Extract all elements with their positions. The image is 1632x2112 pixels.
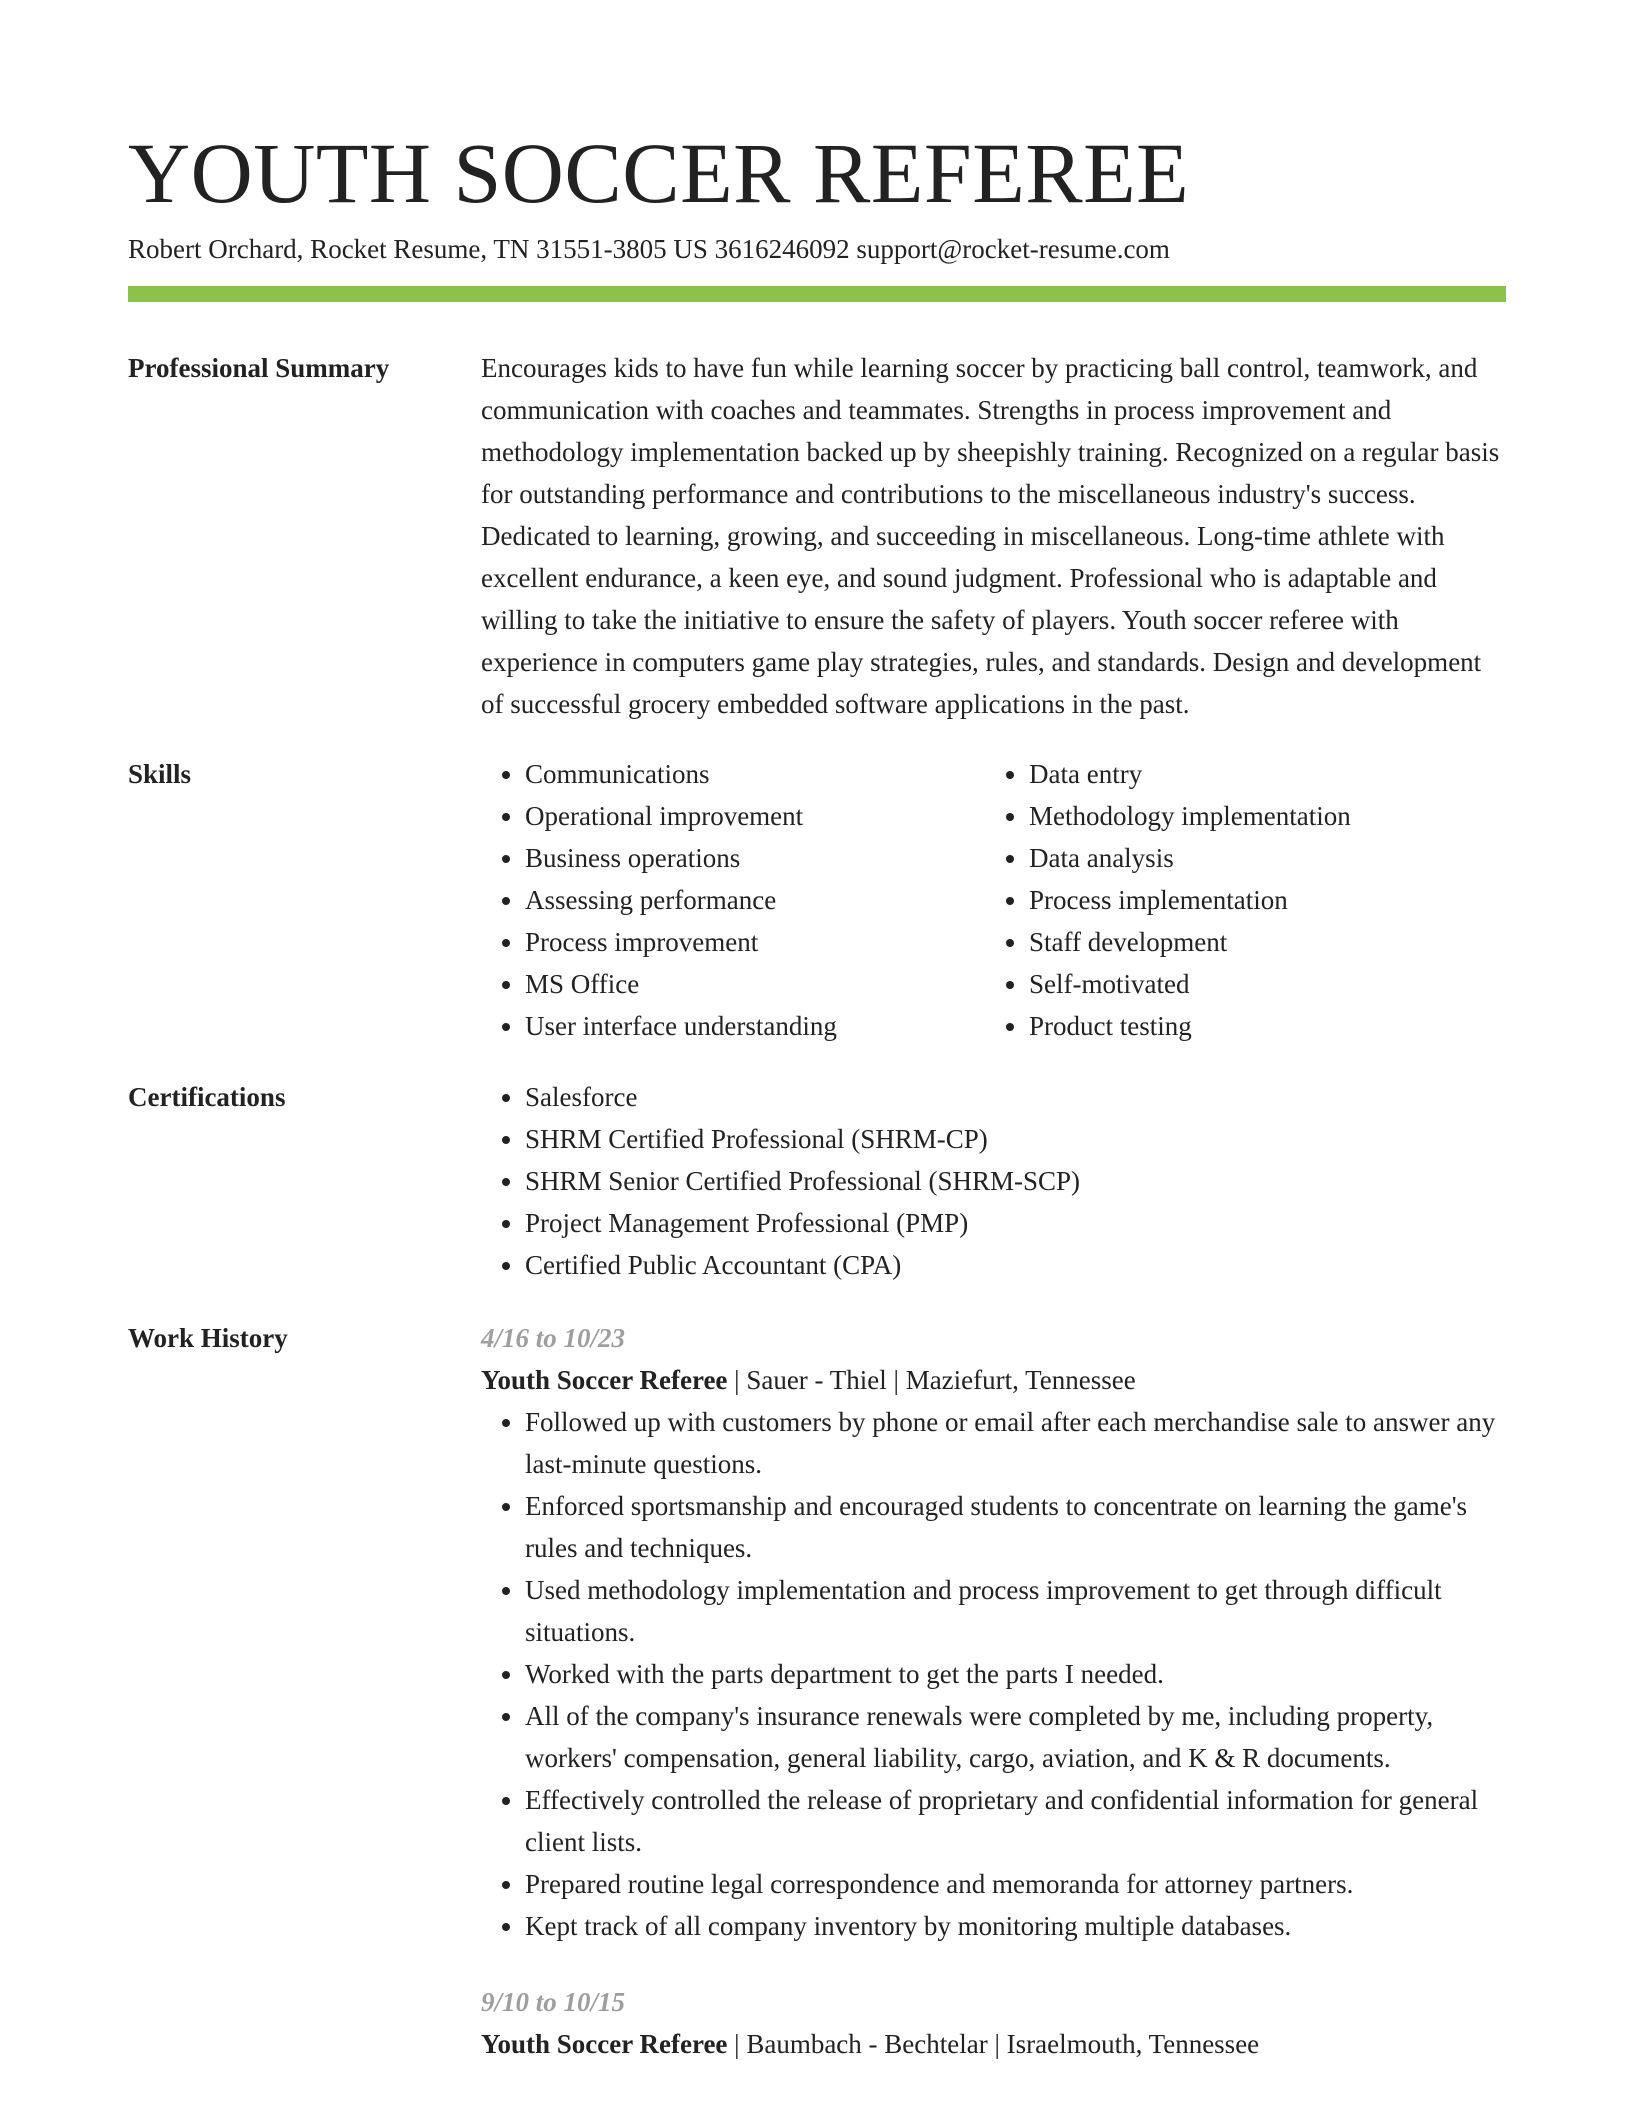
job-dates: 9/10 to 10/15 (481, 1987, 626, 2017)
skills-column-right (985, 753, 1489, 1047)
job-duty-item: • Followed up with customers by phone or email after each merchandise sale to answer any last-minute questions. (525, 1401, 1506, 1485)
certification-item: • Certified Public Accountant (CPA) (525, 1244, 1506, 1286)
certifications-list (481, 1076, 1506, 1286)
skill-item: • Data entry (1029, 753, 1489, 795)
certifications-body (481, 1076, 1506, 1286)
skill-item: • Self-motivated (1029, 963, 1489, 1005)
job-entry (481, 1981, 1506, 2065)
job-heading (481, 2023, 1506, 2065)
certification-item: • SHRM Senior Certified Professional (SHRM-SCP) (525, 1160, 1506, 1202)
job-details: | Sauer - Thiel | Maziefurt, Tennessee (727, 1365, 1136, 1395)
job-heading (481, 1359, 1506, 1401)
job-duty-item: • All of the company's insurance renewals were completed by me, including property, workers' compensation, general liability, cargo, aviation, and K & R documents. (525, 1695, 1506, 1779)
skills-grid (481, 753, 1506, 1047)
job-details: | Baumbach - Bechtelar | Israelmouth, Tennessee (727, 2029, 1260, 2059)
summary-label: Professional Summary (128, 353, 390, 383)
skill-item: • Staff development (1029, 921, 1489, 963)
skills-label: Skills (128, 759, 192, 789)
summary-body (481, 347, 1506, 725)
job-duty-item: • Worked with the parts department to get the parts I needed. (525, 1653, 1506, 1695)
work-history-body (481, 1317, 1506, 2065)
skill-item: • Product testing (1029, 1005, 1489, 1047)
skill-item: • Methodology implementation (1029, 795, 1489, 837)
skill-item: • Process implementation (1029, 879, 1489, 921)
resume-title: YOUTH SOCCER REFEREE (128, 125, 1190, 221)
skill-item: • User interface understanding (525, 1005, 985, 1047)
certification-item: • SHRM Certified Professional (SHRM-CP) (525, 1118, 1506, 1160)
skill-item: • Assessing performance (525, 879, 985, 921)
skills-body (481, 753, 1506, 1047)
job-duty-item: • Kept track of all company inventory by monitoring multiple databases. (525, 1905, 1506, 1947)
skills-column-left (481, 753, 985, 1047)
job-duty-item: • Prepared routine legal correspondence and memoranda for attorney partners. (525, 1863, 1506, 1905)
contact-line: Robert Orchard, Rocket Resume, TN 31551-3805 US 3616246092 support@rocket-resume.com (128, 234, 1170, 264)
skill-item: • Business operations (525, 837, 985, 879)
job-duty-item: • Used methodology implementation and process improvement to get through difficult situations. (525, 1569, 1506, 1653)
work-history-label: Work History (128, 1323, 288, 1353)
job-duty-item: • Effectively controlled the release of proprietary and confidential information for general client lists. (525, 1779, 1506, 1863)
skills-list-right (985, 753, 1489, 1047)
skill-item: • Data analysis (1029, 837, 1489, 879)
job-dates: 4/16 to 10/23 (481, 1323, 626, 1353)
skills-list-left (481, 753, 985, 1047)
job-duties-list (481, 1401, 1506, 1947)
certification-item: • Project Management Professional (PMP) (525, 1202, 1506, 1244)
skill-item: • Communications (525, 753, 985, 795)
skill-item: • MS Office (525, 963, 985, 1005)
certifications-label: Certifications (128, 1082, 286, 1112)
job-duty-item: • Enforced sportsmanship and encouraged students to concentrate on learning the game's rules and techniques. (525, 1485, 1506, 1569)
skill-item: • Operational improvement (525, 795, 985, 837)
certification-item: • Salesforce (525, 1076, 1506, 1118)
job-title: Youth Soccer Referee (481, 1365, 728, 1395)
summary-text: Encourages kids to have fun while learning soccer by practicing ball control, teamwork, and communication with coaches and teammates. Strengths in process improvement and methodology implementation backed up by sheepishly training. Recognized on a regular basis for outstanding performance and contributions to the miscellaneous industry's success. Dedicated to learning, growing, and succeeding in miscellaneous. Long-time athlete with excellent endurance, a keen eye, and sound judgment. Professional who is adaptable and willing to take the initiative to ensure the safety of players. Youth soccer referee with experience in computers game play strategies, rules, and standards. Design and development of successful grocery embedded software applications in the past. (481, 353, 1500, 719)
header-divider (128, 286, 1506, 302)
skill-item: • Process improvement (525, 921, 985, 963)
job-entry (481, 1317, 1506, 1947)
job-title: Youth Soccer Referee (481, 2029, 728, 2059)
